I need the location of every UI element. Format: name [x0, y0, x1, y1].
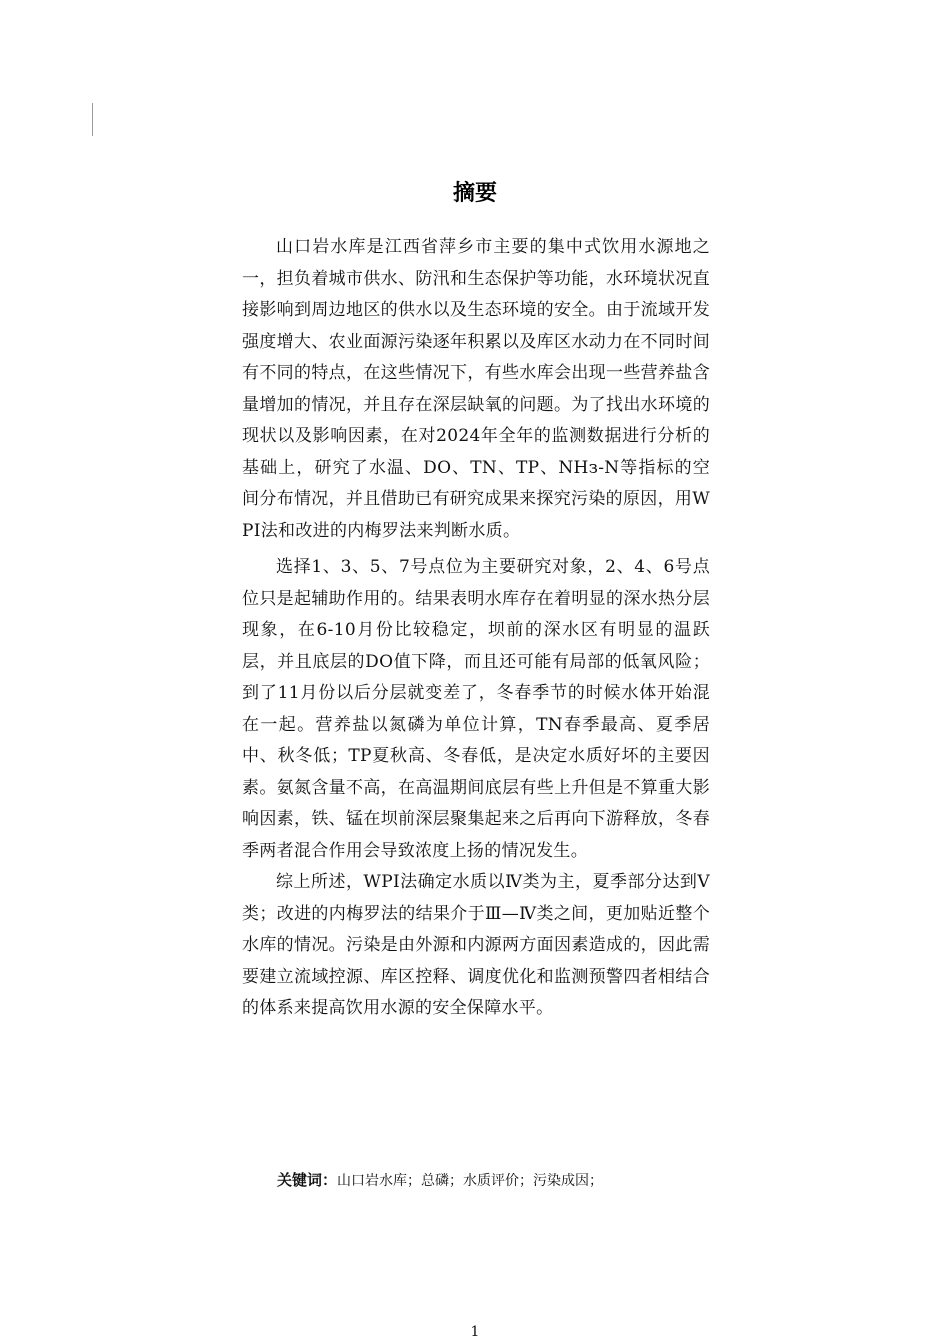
abstract-body: [242, 232, 710, 1025]
keywords-label: 关键词：: [277, 1171, 338, 1189]
abstract-paragraph-1: 山口岩水库是江西省萍乡市主要的集中式饮用水源地之一，担负着城市供水、防汛和生态保护等功能，水环境状况直接影响到周边地区的供水以及生态环境的安全。由于流域开发强度增大、农业面源污染逐年积累以及库区水动力在不同时间有不同的特点，在这些情况下，有些水库会出现一些营养盐含量增加的情况，并且存在深层缺氧的问题。为了找出水环境的现状以及影响因素，在对2024年全年的监测数据进行分析的基础上，研究了水温、DO、TN、TP、NHз-N等指标的空间分布情况，并且借助已有研究成果来探究污染的原因，用WPI法和改进的内梅罗法来判断水质。: [242, 237, 710, 541]
abstract-paragraph-3: 综上所述，WPI法确定水质以Ⅳ类为主，夏季部分达到Ⅴ类；改进的内梅罗法的结果介于Ⅲ—Ⅳ类之间，更加贴近整个水库的情况。污染是由外源和内源两方面因素造成的，因此需要建立流域控源、库区控释、调度优化和监测预警四者相结合的体系来提高饮用水源的安全保障水平。: [242, 872, 710, 1018]
page-number: 1: [470, 1324, 480, 1340]
abstract-title: 摘要: [452, 181, 497, 206]
margin-mark: [92, 103, 93, 136]
abstract-paragraph-2: 选择1、3、5、7号点位为主要研究对象，2、4、6号点位只是起辅助作用的。结果表明水库存在着明显的深水热分层现象，在6-10月份比较稳定，坝前的深水区有明显的温跃层，并且底层的DO值下降，而且还可能有局部的低氧风险；到了11月份以后分层就变差了，冬春季节的时候水体开始混在一起。营养盐以氮磷为单位计算，TN春季最高、夏季居中、秋冬低；TP夏秋高、冬春低，是决定水质好坏的主要因素。氨氮含量不高，在高温期间底层有些上升但是不算重大影响因素，铁、锰在坝前深层聚集起来之后再向下游释放，冬春季两者混合作用会导致浓度上扬的情况发生。: [242, 557, 710, 861]
keywords-line: [277, 1168, 603, 1193]
keywords-text: 山口岩水库；总磷；水质评价；污染成因；: [337, 1173, 604, 1189]
